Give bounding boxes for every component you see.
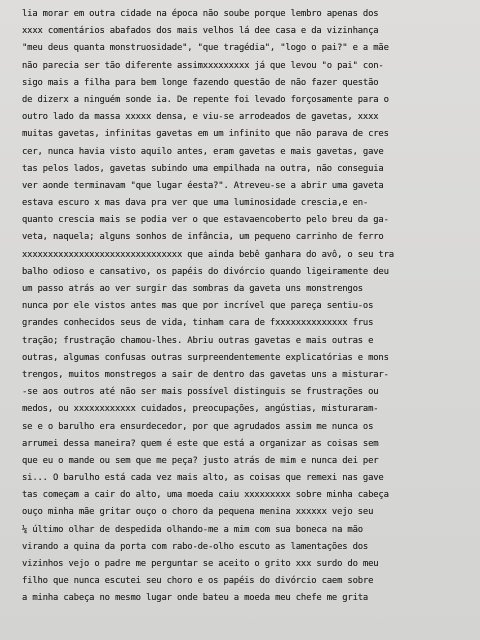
typed-line: si... O barulho está cada vez mais alto, as coisas que remexi nas gave xyxy=(22,473,384,484)
typed-line: ouço minha mãe gritar ouço o choro da pequena menina xxxxxx vejo seu xyxy=(22,507,374,518)
typed-line: que eu o mande ou sem que me peça? justo atrás de mim e nunca dei per xyxy=(22,455,379,466)
typed-line: vizinhos vejo o padre me perguntar se aceito o grito xxx surdo do meu xyxy=(22,559,379,569)
typed-line: tas começam a cair do alto, uma moeda caiu xxxxxxxxx sobre minha cabeça xyxy=(22,490,389,501)
typed-line: "meu deus quanta monstruosidade", "que tragédia", "logo o pai?" e a mãe xyxy=(22,43,389,54)
typed-line: sigo mais a filha para bem longe fazendo questão de não fazer questão xyxy=(22,77,379,88)
typed-line: trengos, muitos monstregos a sair de dentro das gavetas uns a misturar- xyxy=(22,369,389,380)
typed-line: outro lado da massa xxxxx densa, e viu-se arrodeados de gavetas, xxxx xyxy=(22,112,379,123)
typed-line: cer, nunca havia visto aquilo antes, eram gavetas e mais gavetas, gave xyxy=(22,146,384,157)
typed-line: a minha cabeça no mesmo lugar onde bateu a moeda meu chefe me grita xyxy=(22,593,369,604)
typed-line: grandes conhecidos seus de vida, tinham cara de fxxxxxxxxxxxxxx frus xyxy=(22,318,374,329)
typed-line: ¼ último olhar de despedida olhando-me a mim com sua boneca na mão xyxy=(22,524,363,535)
typed-line: nunca por ele vistos antes mas que por incrível que pareça sentiu-os xyxy=(22,301,374,312)
typed-line: estava escuro x mas dava pra ver que uma luminosidade crescia,e en- xyxy=(22,198,369,209)
typed-line: outras, algumas confusas outras surpreendentemente explicatórias e mons xyxy=(22,352,389,363)
typed-line: arrumei dessa maneira? quem é este que está a organizar as coisas sem xyxy=(22,438,379,449)
typed-line: quanto crescia mais se podia ver o que estavaencoberto pelo breu da ga- xyxy=(22,215,389,226)
typed-line: filho que nunca escutei seu choro e os papéis do divórcio caem sobre xyxy=(22,576,374,587)
typed-text-lines xyxy=(0,6,480,608)
typed-line: balho odioso e cansativo, os papéis do divórcio quando ligeiramente deu xyxy=(22,266,389,277)
typed-line: muitas gavetas, infinitas gavetas em um infinito que não parava de cres xyxy=(22,129,389,140)
typed-line: lia morar em outra cidade na época não soube porque lembro apenas dos xyxy=(22,9,379,19)
typed-line: medos, ou xxxxxxxxxxxx cuidados, preocupações, angústias, misturaram- xyxy=(22,404,379,415)
typed-line: veta, naquela; alguns sonhos de infância, um pequeno carrinho de ferro xyxy=(22,232,384,243)
typed-line: não parecia ser tão diferente assimxxxxxxxxx já que levou "o pai" con- xyxy=(22,60,384,71)
typed-line: de dizerx a ninguém sonde ia. De repente foi levado forçosamente para o xyxy=(22,94,389,105)
typed-line: tração; frustração chamou-lhes. Abriu outras gavetas e mais outras e xyxy=(22,335,374,346)
typed-line: xxxx comentários abafados dos mais velhos lá dee casa e da vizinhança xyxy=(22,26,379,37)
typed-line: virando a quina da porta com rabo-de-olho escuto as lamentações dos xyxy=(22,541,369,552)
typed-line: se e o barulho era ensurdecedor, por que agrudados assim me nunca os xyxy=(22,421,374,432)
typed-line: xxxxxxxxxxxxxxxxxxxxxxxxxxxxxxx que ainda bebê ganhara do avô, o seu tra xyxy=(22,249,394,260)
typed-line: tas pelos lados, gavetas subindo uma empilhada na outra, não conseguia xyxy=(22,163,384,174)
typed-line: ver aonde terminavam "que lugar éesta?". Atreveu-se a abrir uma gaveta xyxy=(22,180,384,191)
typed-line: um passo atrás ao ver surgir das sombras da gaveta uns monstrengos xyxy=(22,284,363,294)
typed-line: -se aos outros até não ser mais possível distinguis se frustrações ou xyxy=(22,387,379,398)
